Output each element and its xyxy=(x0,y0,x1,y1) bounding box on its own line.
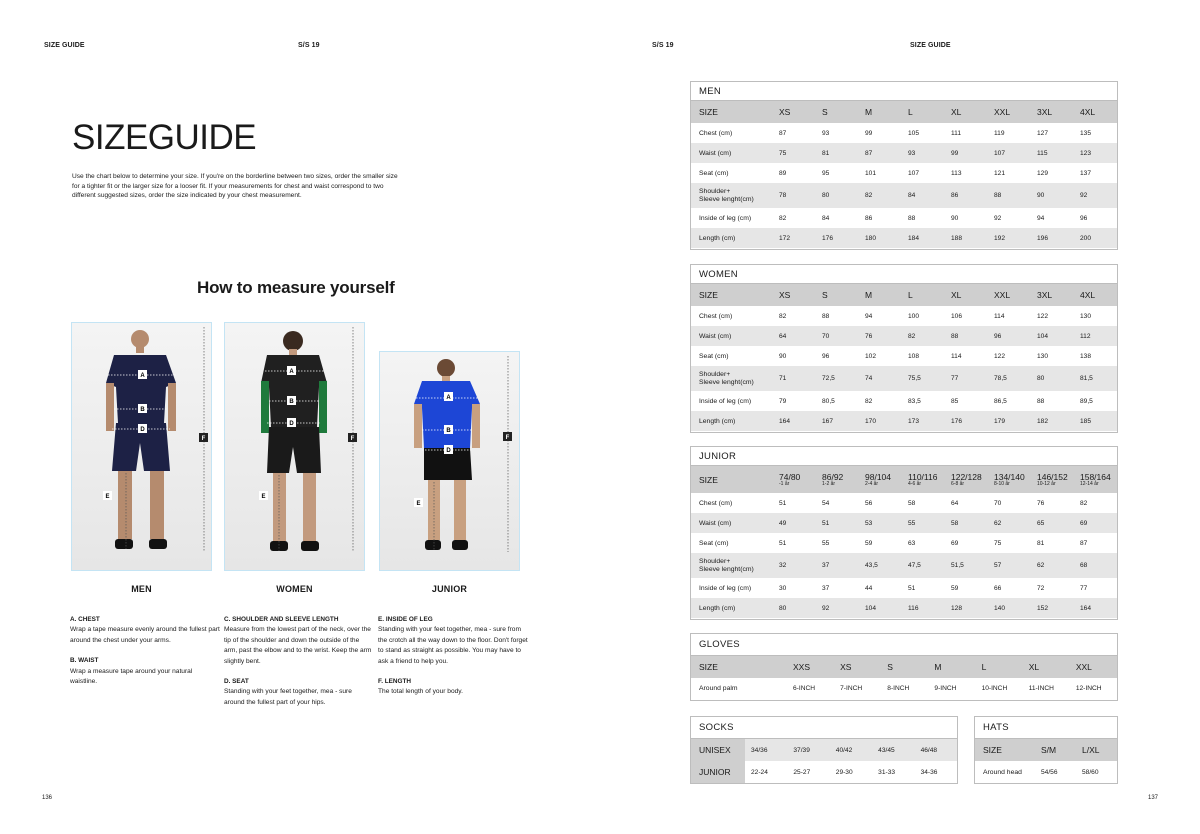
hats-size-table xyxy=(974,716,1118,784)
table-row: Waist (cm) 75 81 87 93 99 107 115 123 xyxy=(691,143,1117,163)
header-cell: XL xyxy=(945,101,988,123)
header-cell: SIZE xyxy=(691,284,773,306)
desc-waist: B. WAIST Wrap a measure tape around your natural waistline. xyxy=(70,657,193,686)
header-cell: S xyxy=(881,656,928,678)
table-header-row xyxy=(691,101,1117,123)
header-cell: 4XL xyxy=(1074,101,1117,123)
men-table xyxy=(691,101,1117,248)
table-row: Seat (cm) 90 96 102 108 114 122 130 138 xyxy=(691,346,1117,366)
header-cell: XS xyxy=(773,284,816,306)
header-cell: XL xyxy=(945,284,988,306)
photo-label-junior: JUNIOR xyxy=(431,584,468,594)
how-to-measure-title: How to measure yourself xyxy=(197,278,395,297)
header-cell: SIZE xyxy=(691,101,773,123)
women-figure xyxy=(225,323,365,571)
marker-b: B xyxy=(140,407,145,413)
desc-chest: A. CHEST Wrap a tape measure evenly around the fullest part around the chest under your arms. xyxy=(70,616,220,644)
men-figure xyxy=(72,323,212,571)
header-cell: SIZE xyxy=(975,739,1035,761)
table-row: Inside of leg (cm) 79 80,5 82 83,5 85 86,5 88 89,5 xyxy=(691,391,1117,411)
gloves-table-title: GLOVES xyxy=(691,634,1117,656)
hats-table xyxy=(975,739,1117,783)
photo-label-men: MEN xyxy=(131,584,152,594)
desc-column-1 xyxy=(70,615,220,697)
table-row: Shoulder+ Sleeve lenght(cm) 78 80 82 84 86 88 90 92 xyxy=(691,183,1117,208)
header-cell: 3XL xyxy=(1031,284,1074,306)
table-row: UNISEX 34/36 37/39 40/42 43/45 46/48 xyxy=(691,739,957,761)
junior-figure xyxy=(380,352,520,571)
header-cell: M xyxy=(859,101,902,123)
gloves-size-table xyxy=(690,633,1118,701)
junior-measure-photo xyxy=(379,351,520,571)
header-cell: XS xyxy=(834,656,881,678)
hats-table-title: HATS xyxy=(975,717,1117,739)
marker-a: A xyxy=(446,395,451,401)
desc-column-2 xyxy=(224,615,374,718)
marker-e: E xyxy=(261,494,266,500)
men-measure-photo xyxy=(71,322,212,571)
header-cell: 98/104 2-4 år xyxy=(859,466,902,493)
header-cell: 3XL xyxy=(1031,101,1074,123)
intro-text: Use the chart below to determine your size. If you're on the borderline between two sizes, order the smaller size for a tighter fit or the larger size for a looser fit. If your measurements for chest and waist correspond to two different suggested sizes, order the size indicated by your chest measurement. xyxy=(72,173,398,200)
left-page-number: 136 xyxy=(42,795,53,801)
women-table-title: WOMEN xyxy=(691,265,1117,284)
header-cell: 4XL xyxy=(1074,284,1117,306)
header-cell: SIZE xyxy=(691,466,773,493)
marker-d: D xyxy=(446,448,451,454)
desc-shoulder-sleeve: C. SHOULDER AND SLEEVE LENGTH Measure from the lowest part of the neck, over the tip of the shoulder and down the outside of the arm, past the elbow and to the wrist. Keep the arm slightly bent. xyxy=(224,616,372,665)
header-cell: 122/128 6-8 år xyxy=(945,466,988,493)
header-cell: L xyxy=(902,284,945,306)
right-page-number: 137 xyxy=(1148,795,1159,801)
header-cell: M xyxy=(859,284,902,306)
left-header-label: SIZE GUIDE xyxy=(44,42,85,49)
table-row: Chest (cm) 87 93 99 105 111 119 127 135 xyxy=(691,123,1117,143)
table-row: Length (cm) 164 167 170 173 176 179 182 185 xyxy=(691,411,1117,431)
table-header-row xyxy=(691,466,1117,493)
table-row: Inside of leg (cm) 30 37 44 51 59 66 72 77 xyxy=(691,578,1117,598)
header-cell: 158/164 12-14 år xyxy=(1074,466,1117,493)
header-cell: 74/80 -1 år xyxy=(773,466,816,493)
header-cell: S xyxy=(816,101,859,123)
desc-length: F. LENGTH The total length of your body. xyxy=(378,678,463,696)
table-header-row xyxy=(691,656,1117,678)
header-cell: 134/140 8-10 år xyxy=(988,466,1031,493)
marker-a: A xyxy=(289,369,294,375)
women-size-table xyxy=(690,264,1118,433)
table-header-row xyxy=(975,739,1117,761)
header-cell: XXS xyxy=(787,656,834,678)
table-row: Waist (cm) 64 70 76 82 88 96 104 112 xyxy=(691,326,1117,346)
junior-size-table xyxy=(690,446,1118,620)
header-cell: XL xyxy=(1023,656,1070,678)
marker-d: D xyxy=(289,421,294,427)
men-size-table xyxy=(690,81,1118,250)
junior-table xyxy=(691,466,1117,618)
desc-seat: D. SEAT Standing with your feet together, mea - sure around the fullest part of your hips. xyxy=(224,678,352,706)
table-row: Inside of leg (cm) 82 84 86 88 90 92 94 96 xyxy=(691,208,1117,228)
gloves-table xyxy=(691,656,1117,698)
marker-b: B xyxy=(446,428,451,434)
photo-label-women: WOMEN xyxy=(276,584,313,594)
table-row: JUNIOR 22-24 25-27 29-30 31-33 34-36 xyxy=(691,761,957,783)
marker-e: E xyxy=(105,494,110,500)
table-row: Length (cm) 172 176 180 184 188 192 196 200 xyxy=(691,228,1117,248)
right-header-season: S/S 19 xyxy=(652,42,674,49)
marker-f: F xyxy=(350,436,355,442)
header-cell: L/XL xyxy=(1076,739,1117,761)
header-cell: SIZE xyxy=(691,656,787,678)
header-cell: S xyxy=(816,284,859,306)
marker-f: F xyxy=(201,436,206,442)
socks-size-table xyxy=(690,716,958,784)
desc-inside-leg: E. INSIDE OF LEG Standing with your feet together, mea - sure from the crotch all the way down to the floor. Don't forget to stand as straight as possible. You may have to ask a friend to help you. xyxy=(378,616,528,665)
table-row: Waist (cm) 49 51 53 55 58 62 65 69 xyxy=(691,513,1117,533)
junior-table-title: JUNIOR xyxy=(691,447,1117,466)
socks-table-title: SOCKS xyxy=(691,717,957,739)
table-row: Shoulder+ Sleeve lenght(cm) 71 72,5 74 75,5 77 78,5 80 81,5 xyxy=(691,366,1117,391)
marker-a: A xyxy=(140,373,145,379)
header-cell: 146/152 10-12 år xyxy=(1031,466,1074,493)
marker-d: D xyxy=(140,427,145,433)
table-row: Chest (cm) 82 88 94 100 106 114 122 130 xyxy=(691,306,1117,326)
header-cell: XS xyxy=(773,101,816,123)
table-row: Seat (cm) 51 55 59 63 69 75 81 87 xyxy=(691,533,1117,553)
desc-column-3 xyxy=(378,615,528,708)
header-cell: M xyxy=(928,656,975,678)
right-header-label: SIZE GUIDE xyxy=(910,42,951,49)
header-cell: 86/92 1-2 år xyxy=(816,466,859,493)
left-header-season: S/S 19 xyxy=(298,42,320,49)
men-table-title: MEN xyxy=(691,82,1117,101)
header-cell: L xyxy=(902,101,945,123)
header-cell: S/M xyxy=(1035,739,1076,761)
page-title: SIZEGUIDE xyxy=(72,118,257,157)
table-header-row xyxy=(691,284,1117,306)
table-row: Chest (cm) 51 54 56 58 64 70 76 82 xyxy=(691,493,1117,513)
table-row: Seat (cm) 89 95 101 107 113 121 129 137 xyxy=(691,163,1117,183)
table-row: Around palm 6-INCH 7-INCH 8-INCH 9-INCH 10-INCH 11-INCH 12-INCH xyxy=(691,678,1117,698)
header-cell: XXL xyxy=(988,101,1031,123)
marker-b: B xyxy=(289,399,294,405)
table-row: Shoulder+ Sleeve lenght(cm) 32 37 43,5 47,5 51,5 57 62 68 xyxy=(691,553,1117,578)
marker-e: E xyxy=(416,501,421,507)
women-table xyxy=(691,284,1117,431)
header-cell: L xyxy=(976,656,1023,678)
socks-table xyxy=(691,739,957,783)
women-measure-photo xyxy=(224,322,365,571)
header-cell: XXL xyxy=(988,284,1031,306)
header-cell: XXL xyxy=(1070,656,1117,678)
table-row: Around head 54/56 58/60 xyxy=(975,761,1117,783)
marker-f: F xyxy=(505,435,510,441)
header-cell: 110/116 4-6 år xyxy=(902,466,945,493)
table-row: Length (cm) 80 92 104 116 128 140 152 164 xyxy=(691,598,1117,618)
